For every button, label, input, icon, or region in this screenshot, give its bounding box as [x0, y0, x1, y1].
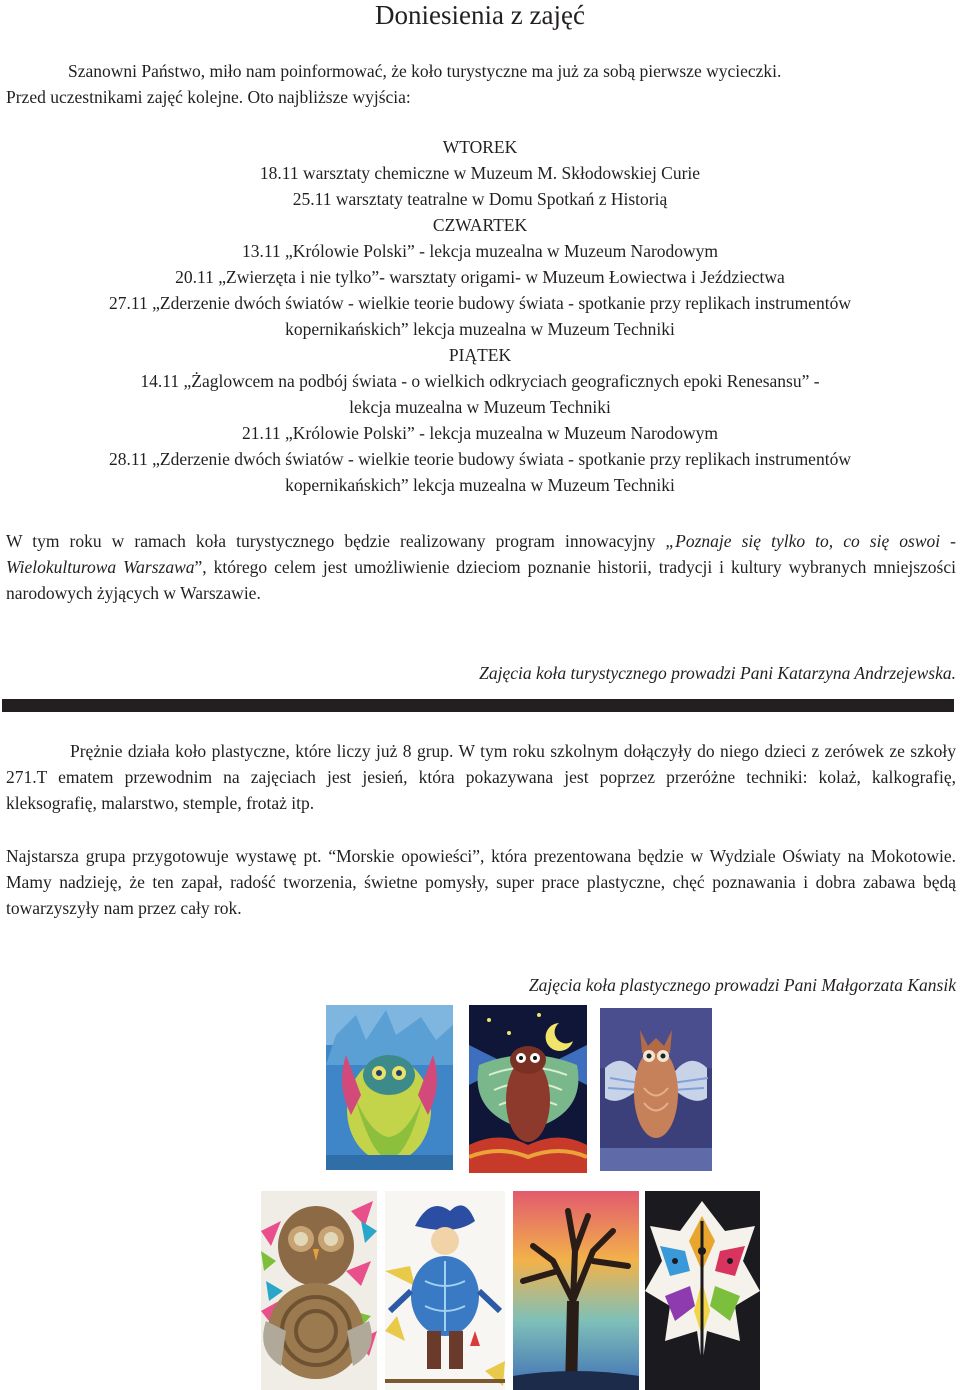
- schedule-item: 13.11 „Królowie Polski” - lekcja muzealna w Muzeum Narodowym: [241, 241, 719, 261]
- schedule-item: 25.11 warsztaty teatralne w Domu Spotkań z Historią: [292, 189, 668, 209]
- tourist-club-signature: Zajęcia koła turystycznego prowadzi Pani Katarzyna Andrzejewska.: [479, 663, 956, 683]
- art-club-signature: Zajęcia koła plastycznego prowadzi Pani Małgorzata Kansik: [528, 975, 956, 995]
- program-title: „Poznaje się tylko to, co się oswoi - Wielokulturowa Warszawa: [6, 531, 957, 577]
- schedule-item: 14.11 „Żaglowcem na podbój świata - o wielkich odkryciach geograficznych epoki Renesansu” -: [140, 371, 820, 391]
- tree-painting-icon: [513, 1191, 639, 1390]
- schedule-item: lekcja muzealna w Muzeum Techniki: [349, 397, 611, 417]
- scarecrow-painting-icon: [385, 1191, 505, 1390]
- schedule-item: 18.11 warsztaty chemiczne w Muzeum M. Skłodowskiej Curie: [259, 163, 701, 183]
- owl-painting-blue-icon: [326, 1005, 453, 1170]
- leaf-painting-icon: [645, 1191, 760, 1390]
- schedule-item: kopernikańskich” lekcja muzealna w Muzeum Techniki: [285, 319, 675, 339]
- schedule-item: 20.11 „Zwierzęta i nie tylko”- warsztaty origami- w Muzeum Łowiectwa i Jeździectwa: [175, 267, 785, 287]
- intro-line-1: Szanowni Państwo, miło nam poinformować, że koło turystyczne ma już za sobą pierwsze wycieczki.: [68, 61, 782, 81]
- schedule-item: 27.11 „Zderzenie dwóch światów - wielkie teorie budowy świata - spotkanie przy replikach instrumentów: [109, 293, 851, 313]
- program-text-start: W tym roku w ramach koła turystycznego będzie realizowany program innowacyjny: [6, 531, 666, 551]
- owl-painting-night-icon: [469, 1005, 587, 1173]
- schedule-day-heading: PIĄTEK: [448, 345, 512, 365]
- intro-line-2: Przed uczestnikami zajęć kolejne. Oto najbliższe wyjścia:: [6, 87, 411, 107]
- intro-text: [6, 58, 950, 110]
- exhibition-paragraph: [6, 843, 956, 921]
- schedule-item: 28.11 „Zderzenie dwóch światów - wielkie teorie budowy świata - spotkanie przy replikach instrumentów: [109, 449, 851, 469]
- owl-painting-purple-icon: [600, 1008, 712, 1171]
- schedule-day-heading: WTOREK: [442, 137, 518, 157]
- trip-schedule: [0, 134, 960, 498]
- schedule-item: 21.11 „Królowie Polski” - lekcja muzealna w Muzeum Narodowym: [241, 423, 719, 443]
- page-title: Doniesienia z zajęć: [375, 0, 585, 30]
- artwork-gallery: [0, 1005, 960, 1390]
- program-text-end: ”, którego celem jest umożliwienie dzieciom poznanie historii, tradycji i kultury wybranych mniejszości narodowych żyjących w Warszawie.: [6, 557, 956, 603]
- exhibition-text: Najstarsza grupa przygotowuje wystawę pt. “Morskie opowieści”, która prezentowana będzie w Wydziale Oświaty na Mokotowie. Mamy nadzieję, że ten zapał, radość tworzenia, świetne pomysły, super prace plastyczne, chęć poznawania i dobra zabawa będą towarzyszyły nam przez cały rok.: [6, 846, 956, 918]
- art-club-paragraph: [6, 738, 956, 816]
- schedule-day-heading: CZWARTEK: [432, 215, 528, 235]
- section-divider: [2, 699, 954, 712]
- schedule-item: kopernikańskich” lekcja muzealna w Muzeum Techniki: [285, 475, 675, 495]
- art-club-text: Prężnie działa koło plastyczne, które liczy już 8 grup. W tym roku szkolnym dołączyły do niego dzieci z zerówek ze szkoły 271.T ematem przewodnim na zajęciach jest jesień, która pokazywana jest poprzez przeróżne techniki: kolaż, kalkografię, kleksografię, malarstwo, stemple, frotaż itp.: [6, 741, 956, 813]
- owl-collage-icon: [261, 1191, 377, 1390]
- program-paragraph: [6, 528, 956, 606]
